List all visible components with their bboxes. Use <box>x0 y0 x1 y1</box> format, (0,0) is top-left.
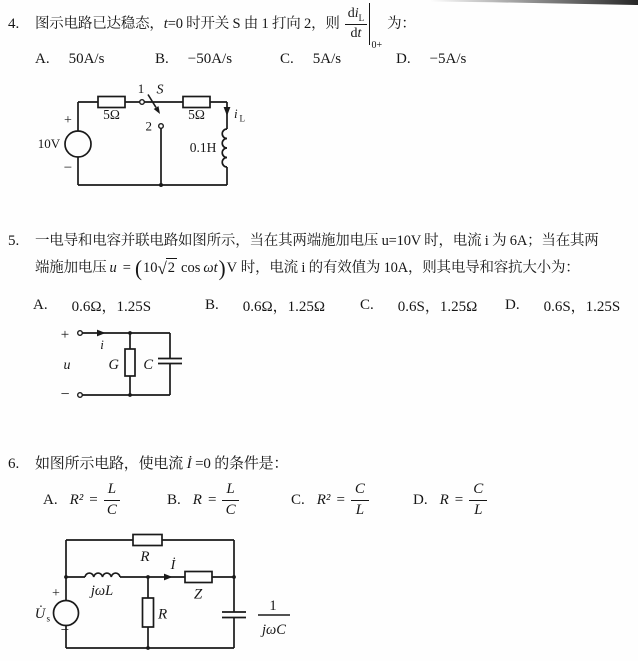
option-label: C. <box>360 297 374 313</box>
equals-sign: = <box>336 491 345 508</box>
junction-dot <box>146 575 150 579</box>
evaluation-bar <box>369 3 370 45</box>
q5-number: 5. <box>8 233 20 249</box>
option-lhs: R <box>192 491 202 508</box>
junction-dot <box>232 575 236 579</box>
q5-stem-line1 <box>8 232 599 251</box>
q4-derivative-expression <box>345 3 383 51</box>
option-lhs: R² <box>69 491 84 508</box>
q4-stem-text-pre: 图示电路已达稳态， <box>35 15 164 32</box>
wires <box>78 331 182 398</box>
inductor-coil <box>85 573 120 577</box>
option-label: A. <box>33 297 48 313</box>
option-value: 0.6Ω，1.25Ω <box>242 299 326 315</box>
option-label: D. <box>413 491 428 508</box>
q6-current-variable: İ <box>186 456 192 472</box>
conductance-element <box>125 349 135 376</box>
q4-circuit-diagram <box>35 84 250 196</box>
q6-option-d <box>413 477 487 523</box>
current-arrow <box>164 574 173 581</box>
derivative-fraction <box>345 5 367 43</box>
voltage-variable: u <box>109 259 117 276</box>
option-value: 50A/s <box>68 51 105 67</box>
impedance-z <box>185 572 212 583</box>
derivative-numerator <box>345 5 367 25</box>
fraction-numerator: C <box>469 480 487 501</box>
resistor-r2 <box>183 97 210 108</box>
q4-variable-t: t <box>163 15 168 32</box>
numerator-subscript-L: L <box>358 13 365 24</box>
q5-voltage-expression <box>107 254 238 281</box>
inductor-value-label: 0.1H <box>189 140 217 155</box>
capacitor-fraction-numerator: 1 <box>269 598 277 614</box>
terminal-top <box>78 331 83 336</box>
q4-stem-text-post: 为： <box>387 15 416 32</box>
equals-sign: = <box>89 491 98 508</box>
q6-stem-text-post: =0 的条件是： <box>191 456 289 472</box>
q4-number: 4. <box>8 15 20 32</box>
option-value: 0.6Ω，1.25S <box>71 299 152 315</box>
option-fraction <box>222 480 238 520</box>
q5-option-a <box>33 295 151 316</box>
q4-option-b <box>155 51 232 68</box>
option-value: 0.6S，1.25S <box>543 299 621 315</box>
option-lhs: R <box>439 491 449 508</box>
voltage-source <box>65 131 91 157</box>
junction-dot <box>128 393 132 397</box>
denominator-d: d <box>350 26 358 42</box>
radicand: 2 <box>167 260 176 277</box>
equals-sign: = <box>122 259 131 276</box>
capacitor-plates <box>222 612 246 618</box>
switch-contact-1 <box>140 100 145 105</box>
fraction-denominator: C <box>106 501 117 518</box>
resistor-top <box>133 535 162 546</box>
resistor-r1 <box>98 97 125 108</box>
option-label: D. <box>505 297 520 313</box>
inductor-current-label: i <box>234 106 238 121</box>
capacitor-plates <box>158 359 182 364</box>
equals-sign: = <box>207 491 217 508</box>
q4-option-d <box>396 51 466 68</box>
scan-artifact-top-edge <box>430 0 638 5</box>
option-lhs: R² <box>316 491 331 508</box>
source-voltage-label: U̇ <box>34 606 46 622</box>
denominator-t: t <box>357 26 362 42</box>
q4-option-a <box>35 51 104 68</box>
current-arrow <box>224 107 231 116</box>
voltage-label: u <box>63 358 71 373</box>
option-label: B. <box>155 51 169 67</box>
q5-option-c <box>360 295 477 316</box>
switch-contact-2 <box>159 124 164 129</box>
q6-option-c <box>291 477 369 523</box>
q5-stem-text-line2-post: 时，电流 i 的有效值为 10A，则其电导和容抗大小为： <box>240 259 580 276</box>
numerator-d: d <box>347 6 355 22</box>
q6-option-a <box>43 477 120 523</box>
plus-sign: + <box>60 327 70 343</box>
q6-circuit-diagram <box>28 530 298 661</box>
fraction-numerator: L <box>222 480 238 501</box>
resistor-mid-label: R <box>158 606 168 623</box>
conductance-label: G <box>108 357 119 373</box>
plus-sign: + <box>52 586 60 601</box>
omega-t: ωt <box>203 259 218 276</box>
terminal-bottom <box>78 393 83 398</box>
contact-2-label: 2 <box>145 118 152 134</box>
junction-dot <box>159 183 163 187</box>
option-label: A. <box>43 491 58 508</box>
source-value-label: 10V <box>37 136 61 151</box>
numerator-i: i <box>354 6 359 22</box>
option-value: 5A/s <box>312 51 342 67</box>
option-label: C. <box>280 51 294 67</box>
minus-sign: − <box>60 622 70 639</box>
inductor-label: jωL <box>90 583 114 599</box>
q6-stem-text-pre: 如图所示电路，使电流 <box>35 456 187 472</box>
q5-option-d <box>505 295 620 316</box>
q6-number: 6. <box>8 456 20 472</box>
resistor-r1-label: 5Ω <box>103 107 120 122</box>
junction-dot <box>128 331 132 335</box>
minus-sign: − <box>63 160 73 176</box>
capacitance-label: C <box>143 357 153 373</box>
q5-stem-text-line1: 一电导和电容并联电路如图所示，当在其两端施加电压 u=10V 时，电流 i 为 6A；当在其两 <box>35 233 599 250</box>
minus-sign: − <box>60 386 70 403</box>
wires <box>54 535 291 649</box>
fraction-denominator: L <box>474 501 483 518</box>
junction-dot <box>146 646 150 650</box>
fraction-denominator: L <box>355 501 365 518</box>
option-value: 0.6S，1.25Ω <box>397 299 478 315</box>
resistor-r2-label: 5Ω <box>188 107 205 122</box>
option-label: A. <box>35 51 50 67</box>
inductor-current-subscript: L <box>239 113 245 124</box>
fraction-denominator: C <box>225 501 236 518</box>
q5-options <box>0 295 638 317</box>
option-value: −5A/s <box>429 51 467 67</box>
inductor-coil <box>222 129 227 167</box>
branch-current-label: İ <box>170 558 176 573</box>
open-paren: ( <box>134 254 142 281</box>
q6-option-b <box>167 477 239 523</box>
volt-unit: V <box>226 259 238 276</box>
switch-arrowhead <box>154 106 160 114</box>
radical-sign: √ <box>157 258 167 278</box>
switch-blade <box>148 95 156 108</box>
option-fraction <box>351 480 369 520</box>
option-value: −50A/s <box>187 51 233 67</box>
resistor-mid <box>143 598 154 627</box>
impedance-label: Z <box>193 586 203 603</box>
q6-stem <box>8 455 288 474</box>
current-arrow <box>97 330 106 337</box>
option-fraction <box>469 480 487 520</box>
derivative-denominator <box>347 25 364 43</box>
source-voltage-subscript: s <box>46 613 51 624</box>
option-fraction <box>104 480 120 520</box>
q4-options <box>0 51 638 73</box>
equals-sign: = <box>454 491 464 508</box>
evaluation-subscript: 0+ <box>371 39 383 51</box>
cosine: cos <box>181 259 201 276</box>
option-label: B. <box>167 491 181 508</box>
fraction-numerator: L <box>104 480 120 501</box>
q4-stem <box>8 1 416 51</box>
current-label: i <box>100 337 104 352</box>
option-label: D. <box>396 51 411 67</box>
fraction-numerator: C <box>351 480 369 501</box>
q4-option-c <box>280 51 341 68</box>
capacitor-fraction-denominator: jωC <box>262 622 286 638</box>
coefficient: 10 <box>142 259 158 276</box>
resistor-top-label: R <box>140 549 150 565</box>
junction-dot <box>64 575 68 579</box>
q5-option-b <box>205 295 325 316</box>
plus-sign: + <box>64 113 72 128</box>
option-label: B. <box>205 297 219 313</box>
q6-options <box>0 477 638 523</box>
option-label: C. <box>291 491 305 508</box>
q5-stem-text-line2-pre: 端施加电压 <box>35 259 107 276</box>
q5-circuit-diagram <box>55 325 190 405</box>
close-paren: ) <box>218 254 226 281</box>
switch-label: S <box>156 84 164 98</box>
contact-1-label: 1 <box>137 84 145 96</box>
q4-stem-text-mid: =0 时开关 S 由 1 打向 2，则 <box>167 15 340 32</box>
q5-stem-line2 <box>35 254 580 282</box>
